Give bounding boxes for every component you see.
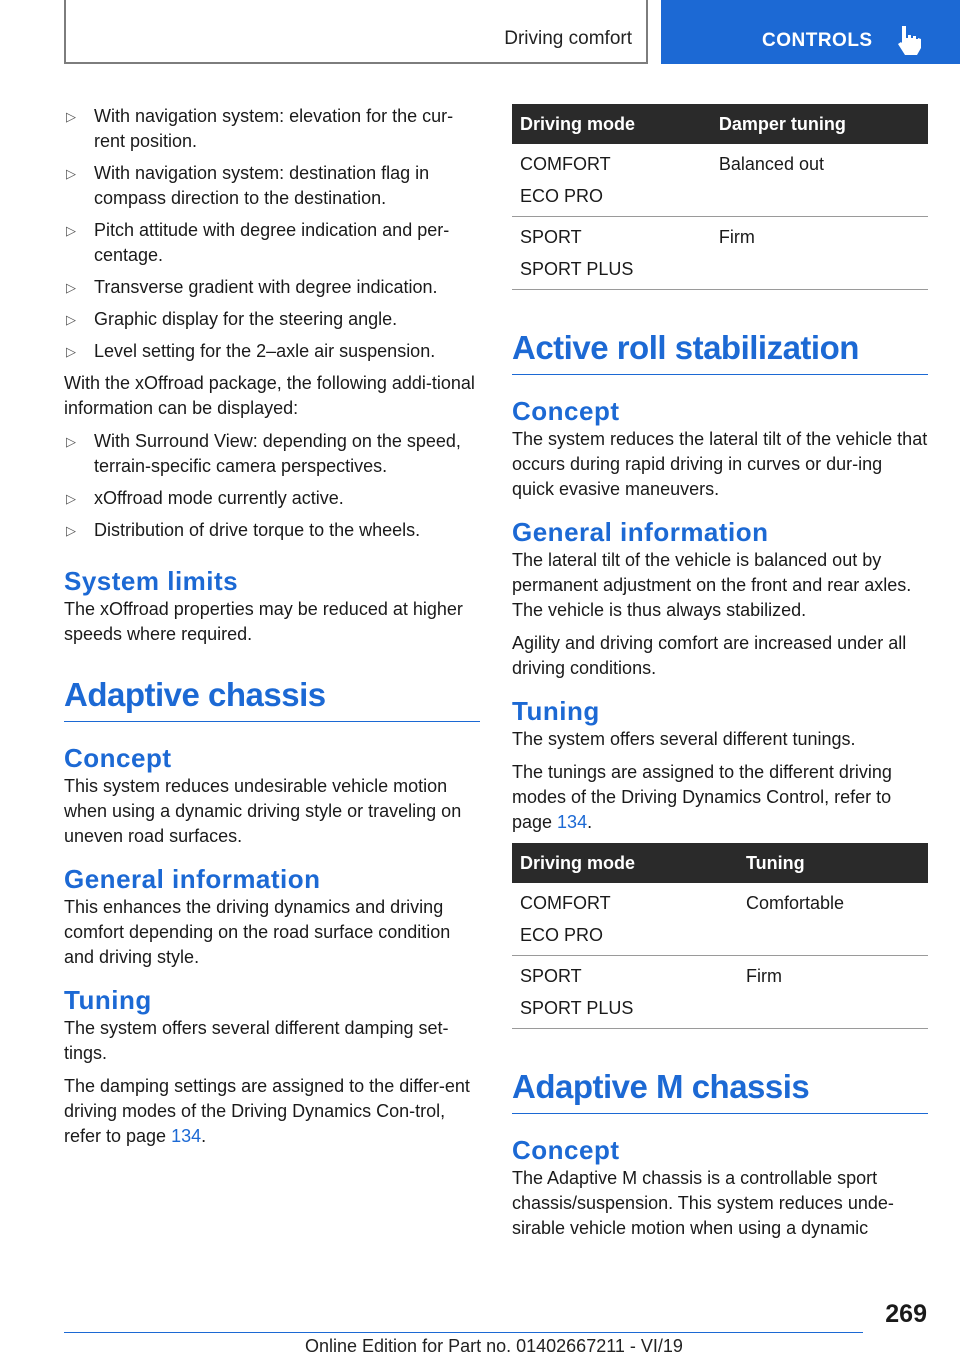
- nav-info-list: [64, 104, 480, 364]
- heading-rule: [512, 1113, 928, 1114]
- heading-rule: [512, 374, 928, 375]
- controls-tab[interactable]: [661, 0, 960, 64]
- xoffroad-list: [64, 429, 480, 543]
- triangle-bullet-icon: ▷: [66, 109, 76, 124]
- table-cell-value: Comfortable: [738, 883, 928, 956]
- table-row: [512, 956, 928, 1029]
- page-link[interactable]: 134: [171, 1126, 202, 1146]
- list-item: ▷ Pitch attitude with degree indication and per-centage.: [66, 220, 450, 265]
- general-info-heading: General information: [64, 864, 321, 894]
- table-cell-modes: COMFORT ECO PRO: [512, 883, 738, 956]
- tuning-reference-text: The tunings are assigned to the different driving modes of the Driving Dynamics Control, refer to page 134.: [512, 762, 892, 832]
- controls-label: CONTROLS: [762, 30, 873, 51]
- list-item: ▷ Level setting for the 2–axle air suspension.: [64, 339, 480, 364]
- table-row: [512, 144, 928, 217]
- triangle-bullet-icon: ▷: [66, 280, 76, 295]
- tuning-text: The system offers several different tunings.: [512, 729, 856, 749]
- general-info-text: This enhances the driving dynamics and driving comfort depending on the road surface condition and driving style.: [64, 897, 451, 967]
- list-item: ▷ With navigation system: elevation for the cur-rent position.: [66, 106, 454, 151]
- tuning-table: [512, 843, 928, 1029]
- right-column: [512, 104, 928, 1249]
- table-cell-value: Balanced out: [711, 144, 928, 217]
- system-limits-text: The xOffroad properties may be reduced at higher speeds where required.: [64, 599, 463, 644]
- tuning-text: The system offers several different damping set-tings.: [64, 1018, 449, 1063]
- table-row: [512, 883, 928, 956]
- triangle-bullet-icon: ▷: [66, 312, 76, 327]
- table-cell-modes: COMFORT ECO PRO: [512, 144, 711, 217]
- table-header: Tuning: [738, 843, 928, 883]
- pointing-hand-icon: [895, 24, 923, 56]
- list-item: ▷ Distribution of drive torque to the wheels.: [64, 518, 480, 543]
- left-column: [64, 104, 480, 1157]
- list-item: ▷ xOffroad mode currently active.: [64, 486, 480, 511]
- triangle-bullet-icon: ▷: [66, 523, 76, 538]
- xoffroad-intro: With the xOffroad package, the following addi-tional information can be displayed:: [64, 373, 475, 418]
- table-header: Driving mode: [512, 104, 711, 144]
- tuning-heading: Tuning: [512, 696, 600, 726]
- list-item: ▷ Transverse gradient with degree indication.: [64, 275, 480, 300]
- general-info-heading: General information: [512, 517, 769, 547]
- concept-text: The system reduces the lateral tilt of the vehicle that occurs during rapid driving in curves or dur-ing quick evasive maneuvers.: [512, 429, 928, 499]
- adaptive-m-heading: Adaptive M chassis: [512, 1068, 810, 1105]
- triangle-bullet-icon: ▷: [66, 344, 76, 359]
- table-header: Driving mode: [512, 843, 738, 883]
- concept-text: This system reduces undesirable vehicle motion when using a dynamic driving style or traveling on uneven road surfaces.: [64, 776, 462, 846]
- system-limits-heading: System limits: [64, 566, 239, 596]
- adaptive-chassis-heading: Adaptive chassis: [64, 676, 326, 713]
- triangle-bullet-icon: ▷: [66, 223, 76, 238]
- header-section-box: [64, 0, 648, 64]
- table-cell-modes: SPORT SPORT PLUS: [512, 956, 738, 1029]
- general-info-text: The lateral tilt of the vehicle is balanced out by permanent adjustment on the front and rear axles. The vehicle is thus always stabilized.: [512, 550, 912, 620]
- list-item: ▷ With Surround View: depending on the speed, terrain-specific camera perspectives.: [66, 431, 461, 476]
- table-header: Damper tuning: [711, 104, 928, 144]
- concept-heading: Concept: [512, 1135, 620, 1165]
- heading-rule: [64, 721, 480, 722]
- table-row: [512, 217, 928, 290]
- concept-heading: Concept: [512, 396, 620, 426]
- page-link[interactable]: 134: [557, 812, 588, 832]
- concept-heading: Concept: [64, 743, 172, 773]
- table-cell-value: Firm: [738, 956, 928, 1029]
- list-item: ▷ With navigation system: destination flag in compass direction to the destination.: [66, 163, 430, 208]
- damper-tuning-table: [512, 104, 928, 290]
- footer-rule: [64, 1332, 863, 1333]
- general-info-text-2: Agility and driving comfort are increased under all driving conditions.: [512, 633, 907, 678]
- table-cell-modes: SPORT SPORT PLUS: [512, 217, 711, 290]
- edition-text: Online Edition for Part no. 01402667211 - VI/19: [305, 1336, 683, 1356]
- page-number: 269: [885, 1300, 927, 1328]
- tuning-reference-text: The damping settings are assigned to the differ-ent driving modes of the Driving Dynamics Con-trol, refer to page 134.: [64, 1076, 470, 1146]
- triangle-bullet-icon: ▷: [66, 166, 76, 181]
- concept-text: The Adaptive M chassis is a controllable sport chassis/suspension. This system reduces unde-sirable vehicle motion when using a dynamic: [512, 1168, 894, 1238]
- triangle-bullet-icon: ▷: [66, 434, 76, 449]
- list-item: ▷ Graphic display for the steering angle.: [64, 307, 480, 332]
- triangle-bullet-icon: ▷: [66, 491, 76, 506]
- active-roll-heading: Active roll stabilization: [512, 329, 859, 366]
- table-cell-value: Firm: [711, 217, 928, 290]
- header-section-title: Driving comfort: [504, 28, 632, 49]
- tuning-heading: Tuning: [64, 985, 152, 1015]
